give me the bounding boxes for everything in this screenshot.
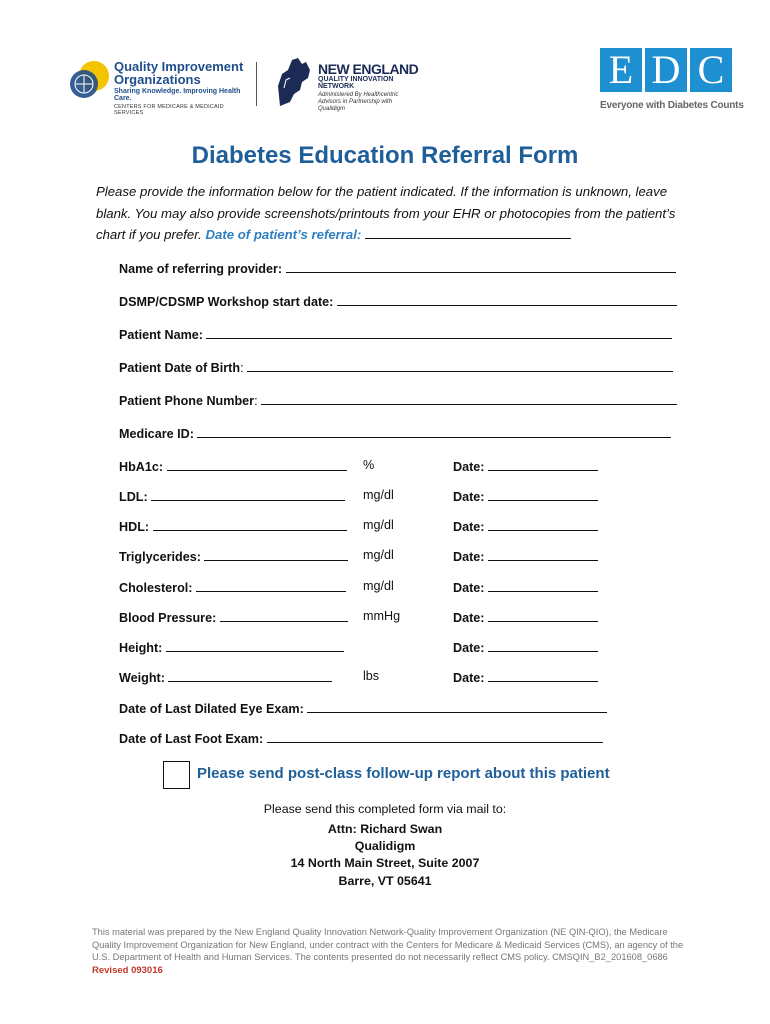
lab-label: Weight: [119,671,165,685]
lab-row-blood-pressure [119,609,348,625]
lab-date-label: Date: [453,641,485,655]
eye-exam-field[interactable] [307,700,607,713]
patient-name-label: Patient Name: [119,328,203,342]
edc-letter-e: E [600,48,642,92]
lab-row-ldl [119,488,345,504]
ne-title: NEW ENGLAND [318,61,419,77]
hba1c-date-field[interactable] [488,458,598,471]
workshop-label: DSMP/CDSMP Workshop start date: [119,295,334,309]
lab-date-label: Date: [453,460,485,474]
provider-label: Name of referring provider: [119,262,283,276]
triglycerides-date-field[interactable] [488,548,598,561]
lab-date-label: Date: [453,550,485,564]
ldl-field[interactable] [151,488,345,501]
qio-tagline: Sharing Knowledge. Improving Health Care. [114,88,241,102]
blood-pressure-date-field[interactable] [488,609,598,622]
ne-subtitle: QUALITY INNOVATION NETWORK [318,76,394,90]
height-field[interactable] [166,639,344,652]
triglycerides-field[interactable] [204,548,348,561]
dob-colon: : [240,361,244,375]
dob-row [119,359,673,375]
intro-text [96,181,696,246]
dob-label: Patient Date of Birth [119,361,241,375]
edc-tagline: Everyone with Diabetes Counts [600,100,744,111]
lab-unit: mg/dl [363,518,394,532]
medicare-label: Medicare ID: [119,427,194,441]
provider-row [119,260,676,276]
patient-name-row [119,326,672,342]
workshop-row [119,293,677,309]
phone-label: Patient Phone Number [119,394,255,408]
lab-date-label: Date: [453,490,485,504]
ne-qin-logo [272,56,422,112]
disclaimer: This material was prepared by the New England Quality Innovation Network-Quality Improvement Organization (NE QIN-QIO), the Medicare Quality Improvement Organization for New England, under contract with the Centers for Medicare & Medicaid Services (CMS), an agency of the U.S. Department of Health and Human Services. The contents presented do not necessarily reflect CMS policy. CMSQIN_B2_201608_0686 [92,927,684,962]
lab-row-height [119,639,344,655]
lab-label: HDL: [119,520,150,534]
mail-attn: Attn: Richard Swan [327,822,443,836]
edc-logo [600,47,744,111]
weight-date-field[interactable] [488,669,598,682]
lab-date-label: Date: [453,581,485,595]
lab-date-row [453,639,598,655]
new-england-map-icon [272,56,316,108]
mail-org: Qualidigm [354,839,416,853]
phone-row [119,392,677,408]
revised-stamp: Revised 093016 [92,965,163,976]
foot-exam-row [119,730,603,746]
cholesterol-date-field[interactable] [488,579,598,592]
dob-field[interactable] [247,359,673,372]
qio-title: Quality Improvement Organizations [114,59,244,87]
lab-date-row [453,609,598,625]
lab-date-label: Date: [453,611,485,625]
lab-row-weight [119,669,332,685]
qio-cms: CENTERS FOR MEDICARE & MEDICAID SERVICES [114,104,224,116]
phone-field[interactable] [261,392,677,405]
lab-row-hdl [119,518,347,534]
patient-name-field[interactable] [206,326,672,339]
mail-street: 14 North Main Street, Suite 2007 [290,856,480,870]
lab-date-label: Date: [453,671,485,685]
provider-field[interactable] [286,260,676,273]
lab-row-triglycerides [119,548,348,564]
lab-date-row [453,488,598,504]
qio-globe-icon [68,60,110,102]
followup-checkbox[interactable] [163,761,190,789]
lab-date-row [453,548,598,564]
referral-date-field[interactable] [365,226,571,239]
lab-unit: mg/dl [363,488,394,502]
hdl-date-field[interactable] [488,518,598,531]
lab-date-row [453,458,598,474]
edc-letter-c: C [690,48,732,92]
weight-field[interactable] [168,669,332,682]
cholesterol-field[interactable] [196,579,346,592]
mail-city: Barre, VT 05641 [338,874,432,888]
lab-unit: % [363,458,375,472]
lab-label: Blood Pressure: [119,611,217,625]
lab-unit: mg/dl [363,579,394,593]
eye-exam-label: Date of Last Dilated Eye Exam: [119,702,304,716]
lab-date-row [453,579,598,595]
foot-exam-label: Date of Last Foot Exam: [119,732,264,746]
lab-unit: lbs [363,669,380,683]
medicare-field[interactable] [197,425,671,438]
foot-exam-field[interactable] [267,730,603,743]
lab-date-row [453,669,598,685]
mail-intro: Please send this completed form via mail to: [263,802,507,816]
hba1c-field[interactable] [167,458,347,471]
lab-row-cholesterol [119,579,346,595]
lab-date-label: Date: [453,520,485,534]
qio-logo [68,58,248,116]
ldl-date-field[interactable] [488,488,598,501]
lab-row-hba1c [119,458,347,474]
workshop-field[interactable] [337,293,677,306]
logo-divider [256,62,257,106]
hdl-field[interactable] [153,518,347,531]
edc-letter-d: D [645,48,687,92]
eye-exam-row [119,700,607,716]
form-title: Diabetes Education Referral Form [191,142,579,169]
lab-label: Cholesterol: [119,581,193,595]
lab-unit: mg/dl [363,548,394,562]
referral-date-label: Date of patient’s referral: [205,227,362,242]
lab-unit: mmHg [363,609,401,623]
ne-admin: Administered By Healthcentric Advisors in Partnership with Qualidigm [318,92,399,112]
lab-label: Height: [119,641,163,655]
lab-label: LDL: [119,490,148,504]
lab-label: Triglycerides: [119,550,201,564]
phone-colon: : [254,394,258,408]
height-date-field[interactable] [488,639,598,652]
followup-label: Please send post-class follow-up report about this patient [197,765,610,782]
blood-pressure-field[interactable] [220,609,348,622]
lab-label: HbA1c: [119,460,164,474]
medicare-row [119,425,671,441]
lab-date-row [453,518,598,534]
intro-instructions: Please provide the information below for the patient indicated. If the information is unknown, leave blank. You may also provide screenshots/printouts from your EHR or photocopies from the patient’s chart if you prefer. [96,184,676,242]
